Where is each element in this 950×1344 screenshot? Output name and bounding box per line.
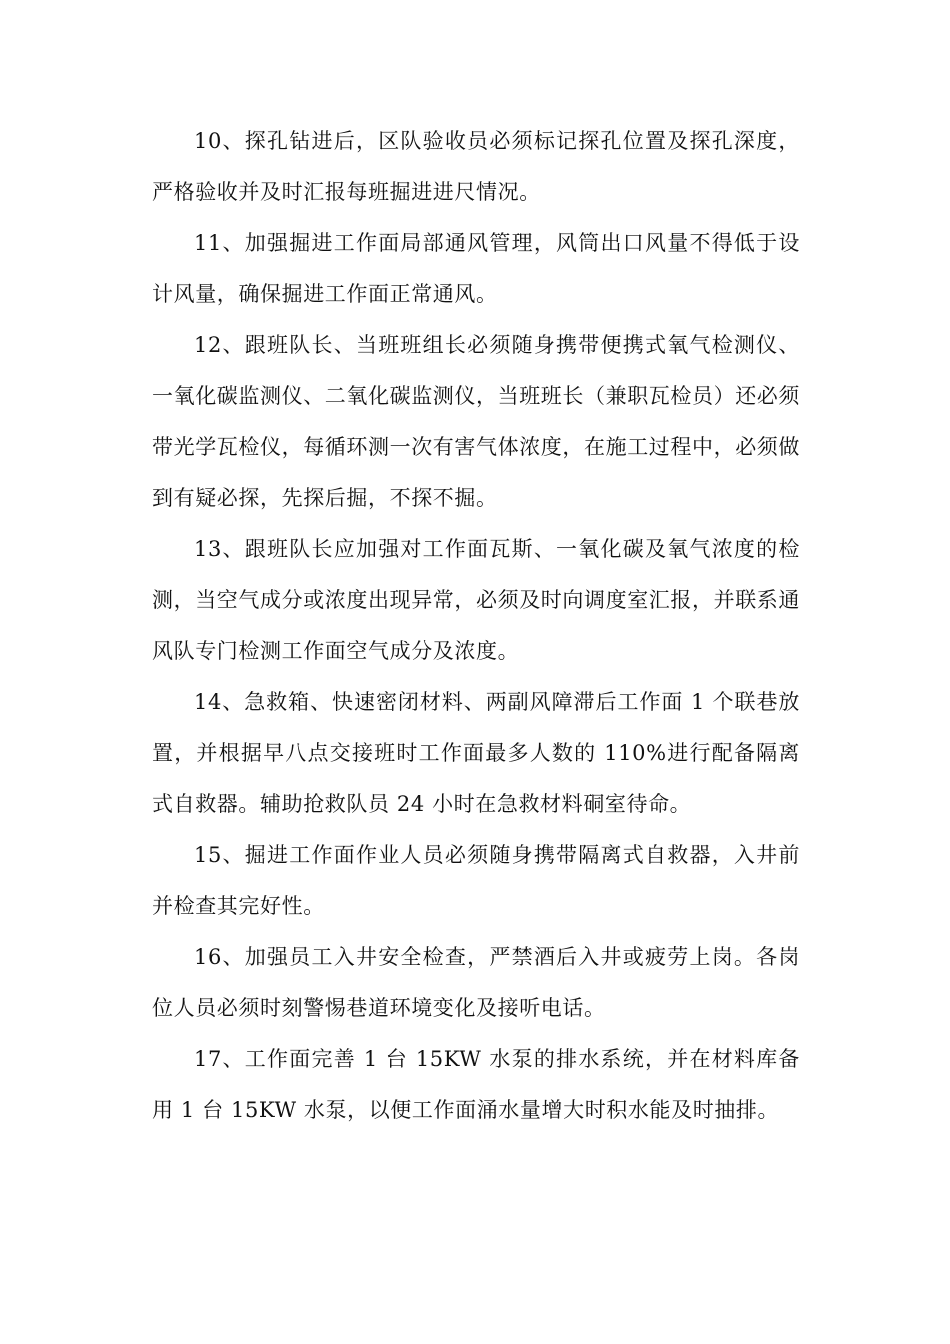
paragraph-17: 17、工作面完善 1 台 15KW 水泵的排水系统，并在材料库备用 1 台 15KW 水泵，以便工作面涌水量增大时积水能及时抽排。 — [152, 1047, 800, 1122]
paragraph-12: 12、跟班队长、当班班组长必须随身携带便携式氧气检测仪、一氧化碳监测仪、二氧化碳监测仪，当班班长（兼职瓦检员）还必须带光学瓦检仪，每循环测一次有害气体浓度，在施工过程中，必须做到有疑必探，先探后掘，不探不掘。 — [152, 333, 800, 510]
paragraph-15: 15、掘进工作面作业人员必须随身携带隔离式自救器，入井前并检查其完好性。 — [152, 843, 800, 918]
document-body — [152, 116, 800, 1136]
paragraph-16: 16、加强员工入井安全检查，严禁酒后入井或疲劳上岗。各岗位人员必须时刻警惕巷道环境变化及接听电话。 — [152, 945, 800, 1020]
paragraph-14: 14、急救箱、快速密闭材料、两副风障滞后工作面 1 个联巷放置，并根据早八点交接班时工作面最多人数的 110%进行配备隔离式自救器。辅助抢救队员 24 小时在急救材料硐室待命。 — [152, 690, 800, 816]
paragraph-11: 11、加强掘进工作面局部通风管理，风筒出口风量不得低于设计风量，确保掘进工作面正常通风。 — [152, 231, 800, 306]
paragraph-10: 10、探孔钻进后，区队验收员必须标记探孔位置及探孔深度，严格验收并及时汇报每班掘进进尺情况。 — [152, 129, 800, 204]
paragraph-13: 13、跟班队长应加强对工作面瓦斯、一氧化碳及氧气浓度的检测，当空气成分或浓度出现异常，必须及时向调度室汇报，并联系通风队专门检测工作面空气成分及浓度。 — [152, 537, 800, 663]
